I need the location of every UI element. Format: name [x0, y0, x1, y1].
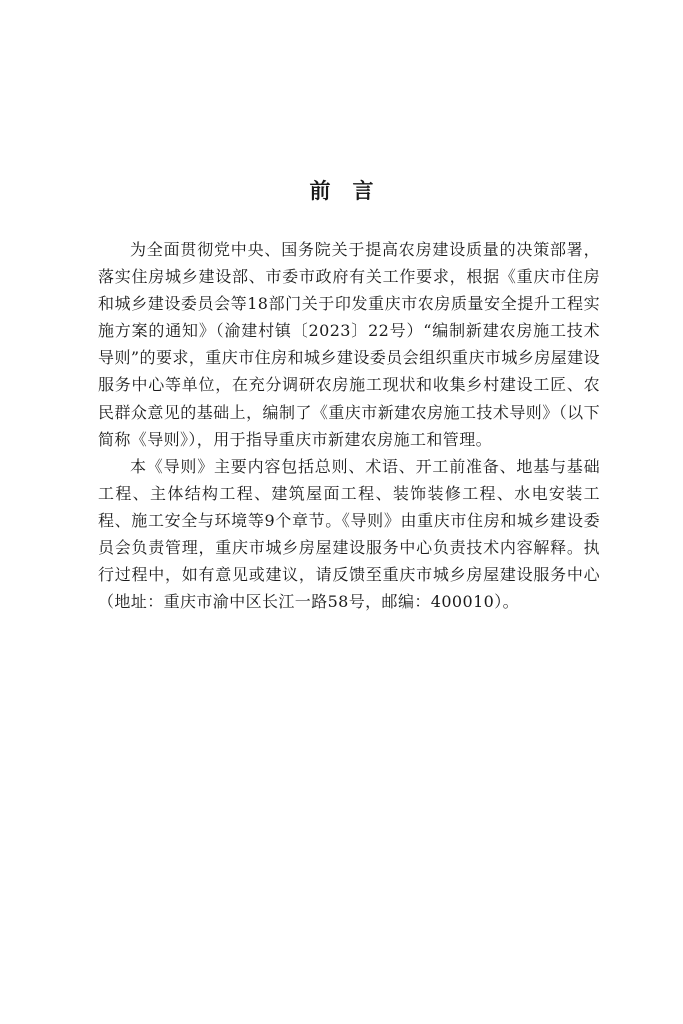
preface-body: [98, 236, 600, 615]
paragraph-1: 为全面贯彻党中央、国务院关于提高农房建设质量的决策部署，落实住房城乡建设部、市委市政府有关工作要求，根据《重庆市住房和城乡建设委员会等18部门关于印发重庆市农房质量安全提升工程实施方案的通知》（渝建村镇〔2023〕22号）“编制新建农房施工技术导则”的要求，重庆市住房和城乡建设委员会组织重庆市城乡房屋建设服务中心等单位，在充分调研农房施工现状和收集乡村建设工匠、农民群众意见的基础上，编制了《重庆市新建农房施工技术导则》（以下简称《导则》），用于指导重庆市新建农房施工和管理。: [98, 240, 600, 449]
page-title: 前言: [309, 179, 396, 203]
paragraph-2: 本《导则》主要内容包括总则、术语、开工前准备、地基与基础工程、主体结构工程、建筑屋面工程、装饰装修工程、水电安装工程、施工安全与环境等9个章节。《导则》由重庆市住房和城乡建设委员会负责管理，重庆市城乡房屋建设服务中心负责技术内容解释。执行过程中，如有意见或建议，请反馈至重庆市城乡房屋建设服务中心（地址：重庆市渝中区长江一路58号，邮编：400010）。: [98, 456, 600, 612]
